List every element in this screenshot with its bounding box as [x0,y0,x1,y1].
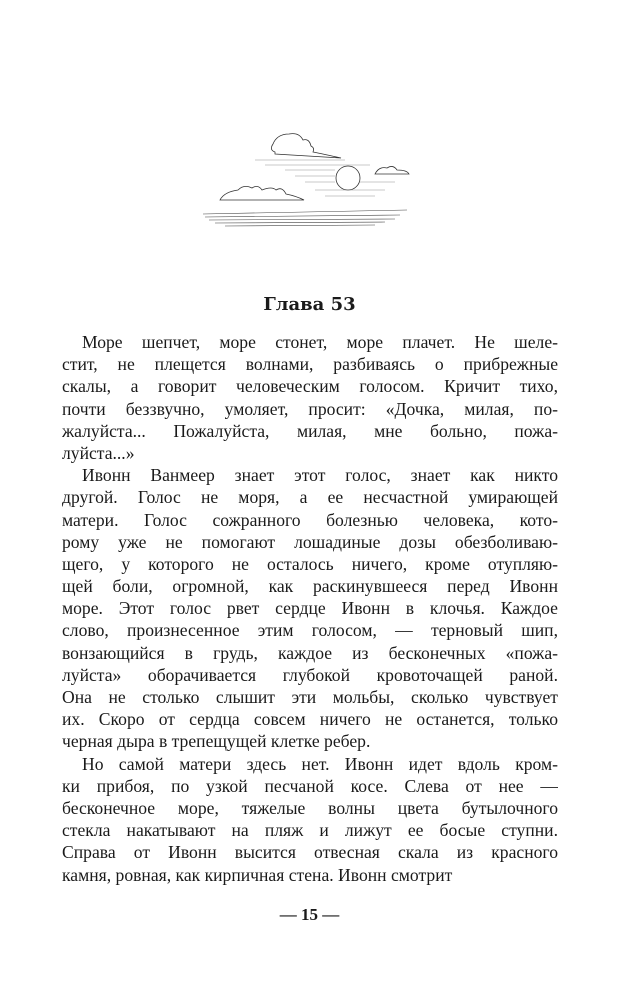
text-line: щей боли, огромной, как раскинувшееся перед Ивонн [62,576,558,597]
text-line: Она не столько слышит эти мольбы, сколько чувствует [62,687,558,707]
paragraph [62,753,558,886]
text-line: Справа от Ивонн высится отвесная скала из красного [62,842,558,863]
text-line: луйста...» [62,442,135,463]
text-line: стит, не плещется волнами, разбиваясь о прибрежные [62,354,558,375]
text-line: стекла накатывают на пляж и лижут ее босые ступни. [62,820,558,841]
text-line: камня, ровная, как кирпичная стена. Ивонн смотрит [62,864,453,885]
paragraph [62,331,558,464]
text-line: ки прибоя, по узкой песчаной косе. Слева от нее — [62,775,558,796]
text-line: рому уже не помогают лошадиные дозы обезболиваю- [62,531,558,552]
text-line: Но самой матери здесь нет. Ивонн идет вдоль кром- [82,753,558,774]
page-number: — 15 — [279,905,340,924]
text-line: Ивонн Ванмеер знает этот голос, знает как никто [82,465,558,486]
text-line: другой. Голос не моря, а ее несчастной умирающей [62,487,558,508]
text-line: бесконечное море, тяжелые волны цвета бутылочного [62,797,558,818]
body-text [62,331,558,886]
text-line: скалы, а говорит человеческим голосом. Кричит тихо, [62,376,558,397]
text-line: луйста» оборачивается глубокой кровоточащей раной. [62,664,558,685]
text-line: вонзающийся в грудь, каждое из бесконечных «пожа- [62,642,558,663]
sea-sunset-illustration [195,110,435,230]
text-line: почти беззвучно, умоляет, просит: «Дочка, милая, по- [62,398,558,419]
paragraph [62,464,558,752]
text-line: Море шепчет, море стонет, море плачет. Не шеле- [82,332,558,352]
text-line: слово, произнесенное этим голосом, — терновый шип, [62,620,558,641]
text-line: щего, у которого не осталось ничего, кроме отупляю- [62,553,558,574]
text-line: черная дыра в трепещущей клетке ребер. [62,731,371,752]
text-line: матери. Голос сожранного болезнью человека, кото- [62,509,558,530]
text-line: их. Скоро от сердца совсем ничего не останется, только [62,709,558,730]
text-line: жалуйста... Пожалуйста, милая, мне больно, пожа- [62,420,558,441]
text-line: море. Этот голос рвет сердце Ивонн в клочья. Каждое [62,598,558,619]
chapter-title: Глава 53 [263,294,356,315]
